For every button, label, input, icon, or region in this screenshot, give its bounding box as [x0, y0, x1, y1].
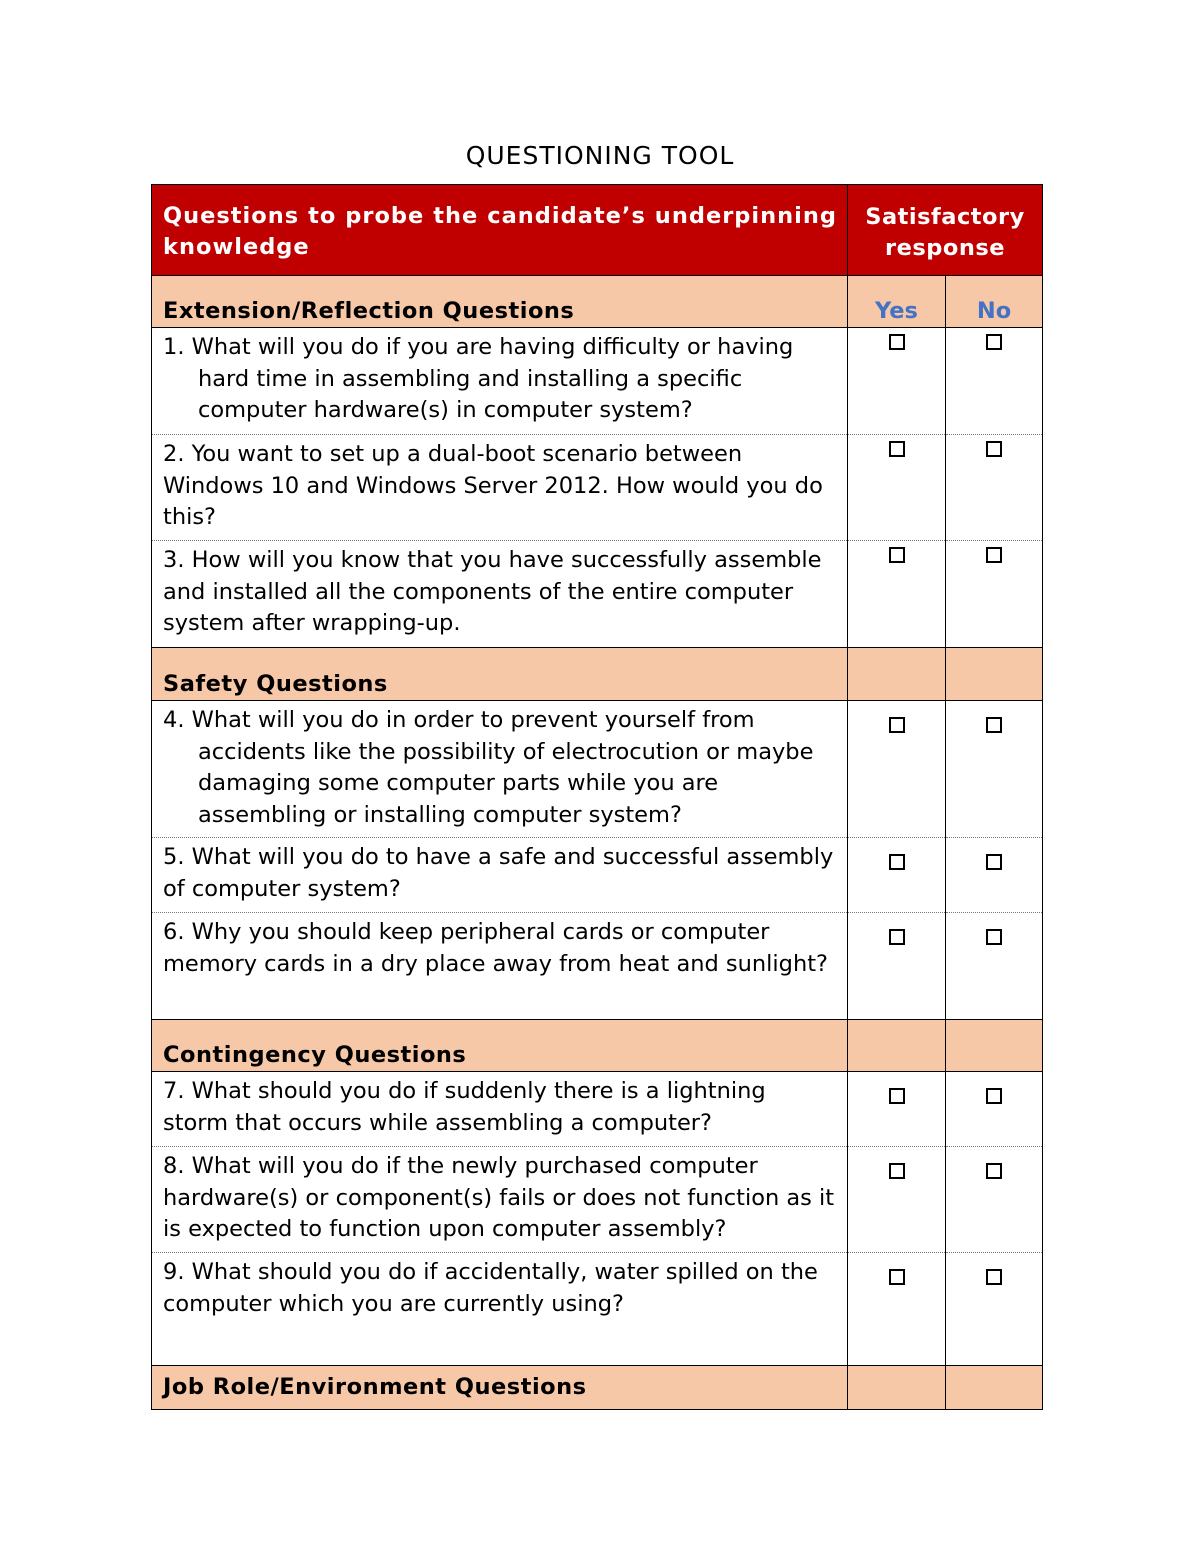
yes-checkbox[interactable]: [889, 1269, 905, 1285]
no-checkbox-cell[interactable]: [946, 701, 1043, 838]
no-checkbox-cell[interactable]: [946, 541, 1043, 648]
question-cell: [152, 913, 848, 1020]
question-text: 7. What should you do if suddenly there is a lightning storm that occurs while assembling a computer?: [163, 1078, 766, 1136]
no-column-label: No: [946, 276, 1043, 328]
question-cell: [152, 701, 848, 838]
section-row: [152, 1366, 1043, 1410]
yes-checkbox-cell[interactable]: [848, 701, 946, 838]
header-satisfactory-line2: response: [885, 235, 1005, 261]
yes-checkbox[interactable]: [889, 717, 905, 733]
header-satisfactory-line1: Satisfactory: [865, 203, 1025, 230]
section-label: Job Role/Environment Questions: [152, 1366, 848, 1410]
no-checkbox-cell[interactable]: [946, 913, 1043, 1020]
question-cell: [152, 1253, 848, 1366]
question-row: [152, 541, 1043, 648]
section-no-empty: [946, 1020, 1043, 1072]
yes-checkbox[interactable]: [889, 854, 905, 870]
question-text: 9. What should you do if accidentally, water spilled on the computer which you are currently using?: [163, 1259, 818, 1317]
question-text: 5. What will you do to have a safe and successful assembly of computer system?: [163, 844, 834, 902]
yes-checkbox[interactable]: [889, 929, 905, 945]
no-checkbox[interactable]: [986, 929, 1002, 945]
yes-checkbox-cell[interactable]: [848, 913, 946, 1020]
no-checkbox[interactable]: [986, 1269, 1002, 1285]
yes-checkbox[interactable]: [889, 1163, 905, 1179]
section-row: [152, 1020, 1043, 1072]
question-cell: [152, 1147, 848, 1253]
section-label: Contingency Questions: [152, 1020, 848, 1072]
section-no-empty: [946, 1366, 1043, 1410]
section-yes-empty: [848, 648, 946, 701]
yes-checkbox[interactable]: [889, 547, 905, 563]
yes-checkbox-cell[interactable]: [848, 1072, 946, 1147]
question-text: 3. How will you know that you have successfully assemble and installed all the components of the entire computer system after wrapping-up.: [163, 547, 822, 636]
page-title: QUESTIONING TOOL: [465, 141, 735, 170]
question-cell: [152, 328, 848, 435]
no-checkbox-cell[interactable]: [946, 435, 1043, 541]
section-yes-empty: [848, 1366, 946, 1410]
header-questions-cell: Questions to probe the candidate’s underpinning knowledge: [152, 185, 848, 276]
no-checkbox-cell[interactable]: [946, 1072, 1043, 1147]
question-cell: [152, 1072, 848, 1147]
question-row: [152, 1253, 1043, 1366]
yes-checkbox[interactable]: [889, 334, 905, 350]
questioning-table: [151, 184, 1043, 1410]
yes-column-label: Yes: [848, 276, 946, 328]
yes-checkbox-cell[interactable]: [848, 435, 946, 541]
header-satisfactory-cell: [848, 185, 1043, 276]
question-row: [152, 1147, 1043, 1253]
question-cell: [152, 435, 848, 541]
no-checkbox[interactable]: [986, 334, 1002, 350]
no-checkbox[interactable]: [986, 1088, 1002, 1104]
no-checkbox-cell[interactable]: [946, 1147, 1043, 1253]
question-row: [152, 435, 1043, 541]
no-checkbox[interactable]: [986, 441, 1002, 457]
section-label: Extension/Reflection Questions: [152, 276, 848, 328]
yes-checkbox-cell[interactable]: [848, 1253, 946, 1366]
no-checkbox[interactable]: [986, 1163, 1002, 1179]
yes-checkbox[interactable]: [889, 1088, 905, 1104]
question-row: [152, 913, 1043, 1020]
no-checkbox-cell[interactable]: [946, 328, 1043, 435]
no-checkbox-cell[interactable]: [946, 1253, 1043, 1366]
question-row: [152, 838, 1043, 913]
question-row: [152, 328, 1043, 435]
section-no-empty: [946, 648, 1043, 701]
yes-checkbox-cell[interactable]: [848, 838, 946, 913]
section-row: [152, 648, 1043, 701]
yes-checkbox-cell[interactable]: [848, 1147, 946, 1253]
table-header-row: [152, 185, 1043, 276]
question-row: [152, 1072, 1043, 1147]
question-row: [152, 701, 1043, 838]
no-checkbox-cell[interactable]: [946, 838, 1043, 913]
section-label: Safety Questions: [152, 648, 848, 701]
question-text: 8. What will you do if the newly purchased computer hardware(s) or component(s) fails or does not function as it is expected to function upon computer assembly?: [163, 1153, 835, 1242]
section-yes-empty: [848, 1020, 946, 1072]
yes-checkbox-cell[interactable]: [848, 328, 946, 435]
question-text: 4. What will you do in order to prevent yourself from accidents like the possibility of electrocution or maybe damaging some computer parts while you are assembling or installing computer system?: [163, 707, 814, 828]
question-text: 6. Why you should keep peripheral cards or computer memory cards in a dry place away from heat and sunlight?: [163, 919, 828, 977]
yes-checkbox[interactable]: [889, 441, 905, 457]
yes-checkbox-cell[interactable]: [848, 541, 946, 648]
section-row: [152, 276, 1043, 328]
no-checkbox[interactable]: [986, 717, 1002, 733]
question-text: 1. What will you do if you are having difficulty or having hard time in assembling and installing a specific computer hardware(s) in computer system?: [163, 334, 794, 423]
no-checkbox[interactable]: [986, 547, 1002, 563]
question-cell: [152, 838, 848, 913]
no-checkbox[interactable]: [986, 854, 1002, 870]
question-cell: [152, 541, 848, 648]
question-text: 2. You want to set up a dual-boot scenario between Windows 10 and Windows Server 2012. How would you do this?: [163, 441, 823, 530]
